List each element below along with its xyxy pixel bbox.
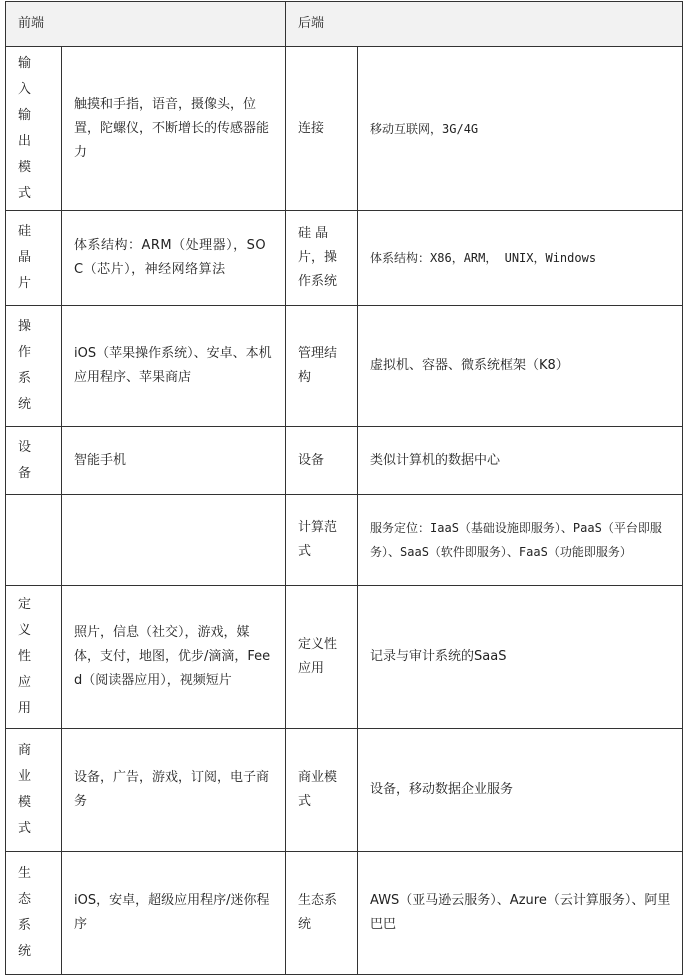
back-category-value: 类似计算机的数据中心 (358, 427, 683, 495)
front-category-label: 定义性应用 (6, 586, 62, 729)
table-header-row (6, 2, 683, 47)
table-row (6, 495, 683, 586)
back-category-value: 移动互联网，3G/4G (358, 47, 683, 211)
back-category-label: 生态系统 (286, 852, 358, 975)
back-category-label: 商业模式 (286, 729, 358, 852)
header-front-end: 前端 (6, 2, 286, 47)
back-category-label: 定义性应用 (286, 586, 358, 729)
front-category-label: 设备 (6, 427, 62, 495)
back-category-label: 连接 (286, 47, 358, 211)
table-row (6, 427, 683, 495)
front-category-label: 操作系统 (6, 306, 62, 427)
front-category-value (62, 495, 286, 586)
front-category-label: 硅晶片 (6, 211, 62, 306)
back-category-label: 设备 (286, 427, 358, 495)
back-category-value: AWS（亚马逊云服务）、Azure（云计算服务）、阿里巴巴 (358, 852, 683, 975)
front-category-value: 触摸和手指，语音，摄像头，位置，陀螺仪，不断增长的传感器能力 (62, 47, 286, 211)
frontend-backend-comparison-table (5, 1, 683, 975)
front-category-value: 设备，广告，游戏，订阅，电子商务 (62, 729, 286, 852)
header-back-end: 后端 (286, 2, 683, 47)
back-category-value: 虚拟机、容器、微系统框架（K8） (358, 306, 683, 427)
front-category-label: 生态系统 (6, 852, 62, 975)
table-row (6, 852, 683, 975)
back-category-label: 管理结构 (286, 306, 358, 427)
back-category-value: 记录与审计系统的SaaS (358, 586, 683, 729)
table-row (6, 47, 683, 211)
back-category-value: 设备，移动数据企业服务 (358, 729, 683, 852)
table-row (6, 306, 683, 427)
front-category-label: 商业模式 (6, 729, 62, 852)
back-category-value: 服务定位：IaaS（基础设施即服务）、PaaS（平台即服务）、SaaS（软件即服务）、FaaS（功能即服务） (358, 495, 683, 586)
front-category-value: 体系结构：ARM（处理器），SOC（芯片），神经网络算法 (62, 211, 286, 306)
back-category-value: 体系结构：X86，ARM， UNIX，Windows (358, 211, 683, 306)
front-category-value: 照片，信息（社交），游戏，媒体，支付，地图，优步/滴滴，Feed（阅读器应用），视频短片 (62, 586, 286, 729)
back-category-label: 计算范式 (286, 495, 358, 586)
front-category-value: iOS，安卓，超级应用程序/迷你程序 (62, 852, 286, 975)
front-category-label: 输入输出模式 (6, 47, 62, 211)
table-row (6, 211, 683, 306)
table-row (6, 586, 683, 729)
front-category-value: 智能手机 (62, 427, 286, 495)
front-category-label (6, 495, 62, 586)
table-row (6, 729, 683, 852)
back-category-label: 硅 晶 片，操作系统 (286, 211, 358, 306)
front-category-value: iOS（苹果操作系统）、安卓、本机应用程序、苹果商店 (62, 306, 286, 427)
